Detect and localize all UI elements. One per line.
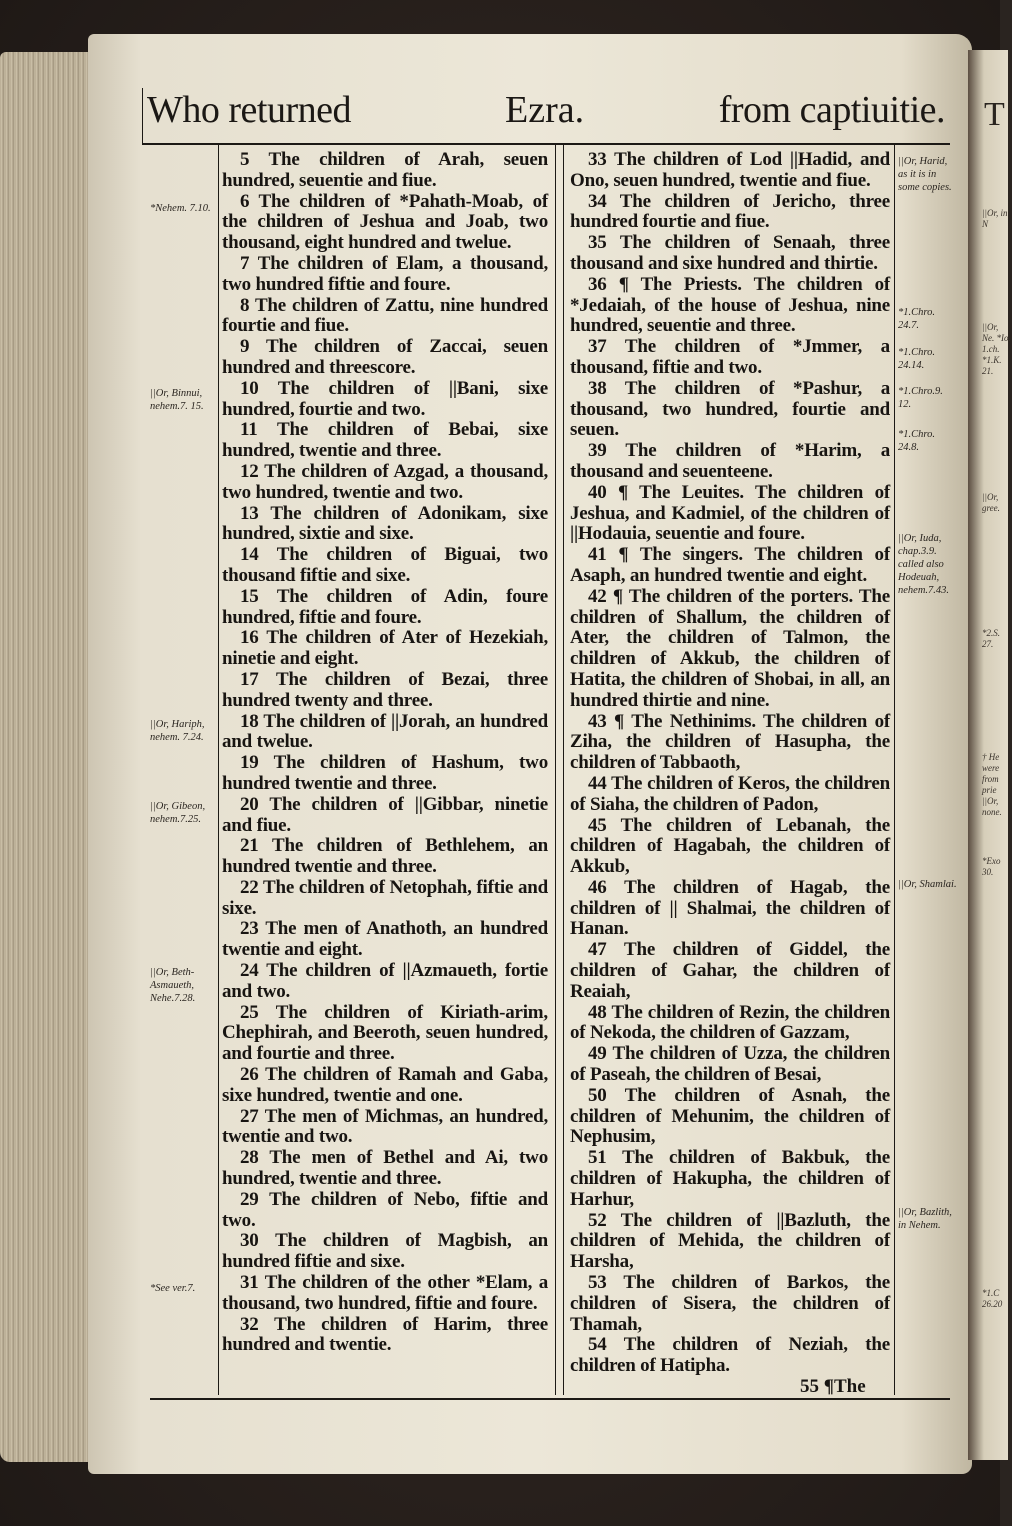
verse: 49 The children of Uzza, the children of Paseah, the children of Besai, bbox=[570, 1043, 890, 1086]
verse: 37 The children of *Jmmer, a thousand, fiftie and two. bbox=[570, 336, 890, 378]
verse: 26 The children of Ramah and Gaba, sixe hundred, twentie and one. bbox=[222, 1064, 548, 1106]
verse: 12 The children of Azgad, a thousand, two hundred, twentie and two. bbox=[222, 460, 548, 503]
verse: 53 The children of Barkos, the children of Sisera, the children of Thamah, bbox=[570, 1272, 890, 1335]
verse: 45 The children of Lebanah, the children of Hagabah, the children of Akkub, bbox=[570, 814, 890, 878]
column-divider-left bbox=[555, 145, 556, 1395]
verse: 8 The children of Zattu, nine hundred fourtie and fiue. bbox=[222, 294, 548, 337]
facing-page-note: † He were from prie ||Or, none. bbox=[982, 752, 1002, 817]
verse: 34 The children of Jericho, three hundred fourtie and fiue. bbox=[570, 190, 890, 233]
verse: 30 The children of Magbish, an hundred fiftie and sixe. bbox=[222, 1230, 548, 1273]
facing-page-note: ||Or, Ne. *Io. 1.ch. *1.K. 21. bbox=[982, 322, 1011, 376]
verse: 25 The children of Kiriath-arim, Chephirah, and Beeroth, seuen hundred, and fourtie and three. bbox=[222, 1001, 548, 1065]
margin-note: *Nehem. 7.10. bbox=[150, 203, 211, 214]
header-rule bbox=[142, 143, 950, 145]
margin-note: ||Or, Harid, as it is in some copies. bbox=[898, 156, 952, 193]
verse: 10 The children of ||Bani, sixe hundred, fourtie and two. bbox=[222, 377, 548, 420]
verse: 29 The children of Nebo, fiftie and two. bbox=[222, 1188, 548, 1231]
margin-note: *See ver.7. bbox=[150, 1283, 196, 1294]
facing-page-head: T bbox=[984, 96, 1005, 133]
bottom-rule bbox=[150, 1398, 950, 1400]
margin-note: ||Or, Shamlai. bbox=[898, 879, 957, 890]
verse: 21 The children of Bethlehem, an hundred twentie and three. bbox=[222, 835, 548, 878]
verse: 42 ¶ The children of the porters. The children of Shallum, the children of Ater, the children of Talmon, the children of Akkub, the children of Hatita, the children of Shobai, in all, an hundred thirtie and nine. bbox=[570, 585, 890, 711]
text-column-right bbox=[570, 150, 890, 1377]
column-divider-right bbox=[563, 145, 564, 1395]
margin-note: ||Or, Beth-Asmaueth, Nehe.7.28. bbox=[150, 967, 196, 1004]
verse: 6 The children of *Pahath-Moab, of the children of Jeshua and Joab, two thousand, eight hundred and twelue. bbox=[222, 190, 548, 254]
page-edges bbox=[0, 52, 95, 1462]
verse: 44 The children of Keros, the children of Siaha, the children of Padon, bbox=[570, 772, 890, 815]
margin-rule-right bbox=[894, 145, 895, 1395]
running-head-left: Who returned bbox=[147, 89, 351, 131]
verse: 14 The children of Biguai, two thousand fiftie and sixe. bbox=[222, 544, 548, 586]
verse: 22 The children of Netophah, fiftie and sixe. bbox=[222, 876, 548, 919]
facing-page-note: *1.C 26.20 bbox=[982, 1288, 1003, 1309]
margin-note: *1.Chro.9. 12. bbox=[898, 386, 943, 410]
left-frame-rule bbox=[142, 88, 143, 145]
running-head-book: Ezra. bbox=[505, 89, 585, 131]
margin-note: *1.Chro. 24.8. bbox=[898, 429, 935, 453]
catchword: 55 ¶The bbox=[800, 1376, 866, 1397]
facing-page-note: *Exo 30. bbox=[982, 856, 1001, 877]
verse: 38 The children of *Pashur, a thousand, two hundred, fourtie and seuen. bbox=[570, 377, 890, 441]
margin-note: ||Or, Binnui, nehem.7. 15. bbox=[150, 388, 204, 412]
verse: 46 The children of Hagab, the children of || Shalmai, the children of Hanan. bbox=[570, 876, 890, 940]
verse: 43 ¶ The Nethinims. The children of Ziha, the children of Hasupha, the children of Tabbaoth, bbox=[570, 710, 890, 774]
verse: 35 The children of Senaah, three thousand and sixe hundred and thirtie. bbox=[570, 232, 890, 274]
verse: 36 ¶ The Priests. The children of *Jedaiah, of the house of Jeshua, nine hundred, seuentie and three. bbox=[570, 273, 890, 337]
verse: 47 The children of Giddel, the children of Gahar, the children of Reaiah, bbox=[570, 939, 890, 1002]
verse: 18 The children of ||Jorah, an hundred and twelue. bbox=[222, 710, 548, 753]
verse: 51 The children of Bakbuk, the children of Hakupha, the children of Harhur, bbox=[570, 1147, 890, 1210]
verse: 33 The children of Lod ||Hadid, and Ono, seuen hundred, twentie and fiue. bbox=[570, 149, 890, 191]
verse: 5 The children of Arah, seuen hundred, seuentie and fiue. bbox=[222, 149, 548, 191]
verse: 31 The children of the other *Elam, a thousand, two hundred, fiftie and foure. bbox=[222, 1272, 548, 1314]
margin-note: ||Or, Gibeon, nehem.7.25. bbox=[150, 801, 206, 825]
margin-note: *1.Chro. 24.14. bbox=[898, 347, 935, 371]
verse: 17 The children of Bezai, three hundred twenty and three. bbox=[222, 668, 548, 711]
facing-page-note: ||Or, in N bbox=[982, 208, 1008, 229]
verse: 27 The men of Michmas, an hundred, twentie and two. bbox=[222, 1105, 548, 1148]
margin-note: ||Or, Bazlith, in Nehem. bbox=[898, 1207, 952, 1231]
margin-note: ||Or, Hariph, nehem. 7.24. bbox=[150, 719, 205, 743]
verse: 28 The men of Bethel and Ai, two hundred, twentie and three. bbox=[222, 1147, 548, 1190]
verse: 20 The children of ||Gibbar, ninetie and fiue. bbox=[222, 793, 548, 836]
running-head bbox=[145, 88, 945, 140]
verse: 13 The children of Adonikam, sixe hundred, sixtie and sixe. bbox=[222, 502, 548, 545]
verse: 24 The children of ||Azmaueth, fortie and two. bbox=[222, 960, 548, 1002]
verse: 54 The children of Neziah, the children of Hatipha. bbox=[570, 1334, 890, 1377]
running-head-right: from captiuitie. bbox=[718, 89, 945, 131]
verse: 7 The children of Elam, a thousand, two hundred fiftie and foure. bbox=[222, 252, 548, 295]
margin-note: *1.Chro. 24.7. bbox=[898, 307, 935, 331]
verse: 23 The men of Anathoth, an hundred twentie and eight. bbox=[222, 918, 548, 961]
verse: 39 The children of *Harim, a thousand and seuenteene. bbox=[570, 440, 890, 482]
facing-page-note: ||Or, gree. bbox=[982, 492, 1000, 513]
facing-page-note: *2.S. 27. bbox=[982, 628, 1000, 649]
verse: 11 The children of Bebai, sixe hundred, twentie and three. bbox=[222, 419, 548, 462]
verse: 15 The children of Adin, foure hundred, fiftie and foure. bbox=[222, 585, 548, 628]
verse: 19 The children of Hashum, two hundred twentie and three. bbox=[222, 752, 548, 794]
verse: 40 ¶ The Leuites. The children of Jeshua, and Kadmiel, of the children of ||Hodauia, seuentie and foure. bbox=[570, 481, 890, 545]
verse: 41 ¶ The singers. The children of Asaph, an hundred twentie and eight. bbox=[570, 544, 890, 586]
verse: 52 The children of ||Bazluth, the children of Mehida, the children of Harsha, bbox=[570, 1209, 890, 1273]
text-column-left bbox=[222, 150, 548, 1356]
verse: 32 The children of Harim, three hundred and twentie. bbox=[222, 1313, 548, 1356]
verse: 48 The children of Rezin, the children of Nekoda, the children of Gazzam, bbox=[570, 1001, 890, 1044]
verse: 50 The children of Asnah, the children of Mehunim, the children of Nephusim, bbox=[570, 1084, 890, 1148]
verse: 9 The children of Zaccai, seuen hundred and threescore. bbox=[222, 336, 548, 378]
verse: 16 The children of Ater of Hezekiah, ninetie and eight. bbox=[222, 627, 548, 670]
margin-rule-left bbox=[218, 145, 219, 1395]
margin-note: ||Or, Iuda, chap.3.9. called also Hodeuah, nehem.7.43. bbox=[898, 533, 950, 596]
